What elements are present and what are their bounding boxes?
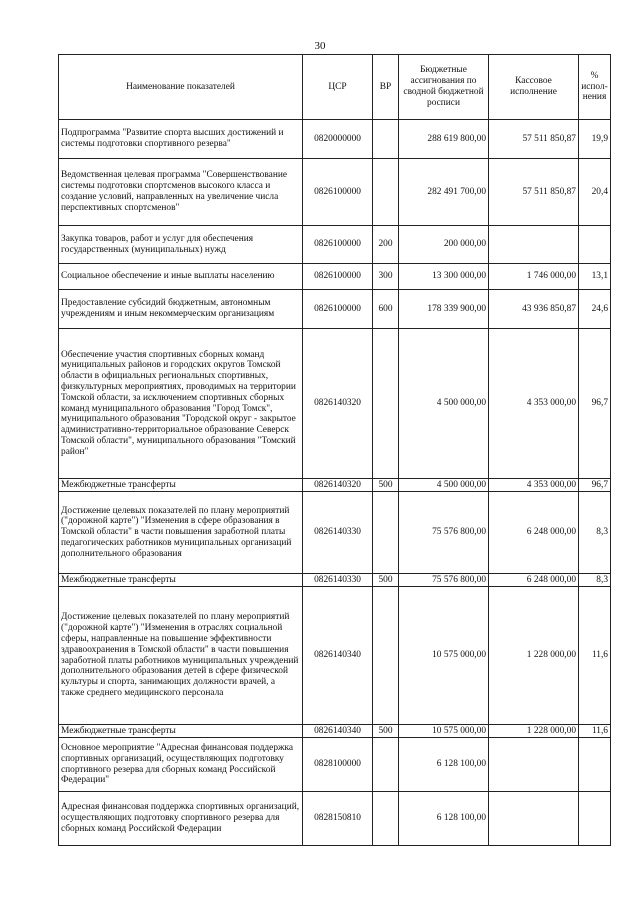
cell-percent: 8,3 [579,492,611,574]
cell-budget: 75 576 800,00 [399,574,489,587]
table-row [59,290,611,329]
cell-cash: 1 228 000,00 [489,725,579,738]
cell-csr: 0826100000 [303,264,373,290]
cell-csr: 0826140320 [303,329,373,479]
header-budget: Бюджетные ассигнования по сводной бюджетной росписи [399,55,489,120]
cell-name: Достижение целевых показателей по плану мероприятий ("дорожной карте") "Изменения в отраслях социальной сферы, направленные на повышение эффективности здравоохранения в Томской области" в части повышения заработной платы работников муниципальных учреждений дополнительного образования детей в сфере физической культуры и спорта, занимающих должности врачей, а также среднего медицинского персонала [59,587,303,725]
cell-budget: 178 339 900,00 [399,290,489,329]
cell-name: Обеспечение участия спортивных сборных команд муниципальных районов и городских округов Томской области в официальных региональных спортивных, физкультурных мероприятиях, проводимых на территории Томской области, за исключением спортивных сборных команд муниципального образования "Город Томск", муниципального образования "Городской округ - закрытое административно-территориальное образование Северск Томской области", муниципального образования "Томский район" [59,329,303,479]
cell-csr: 0820000000 [303,120,373,159]
cell-name: Подпрограмма "Развитие спорта высших достижений и системы подготовки спортивного резерва" [59,120,303,159]
header-percent: % испол-нения [579,55,611,120]
cell-cash [489,738,579,792]
cell-budget: 200 000,00 [399,226,489,264]
cell-name: Закупка товаров, работ и услуг для обеспечения государственных (муниципальных) нужд [59,226,303,264]
cell-csr: 0826140340 [303,725,373,738]
table-row [59,329,611,479]
cell-cash [489,792,579,846]
cell-vr: 500 [373,725,399,738]
cell-percent: 11,6 [579,587,611,725]
cell-percent [579,226,611,264]
cell-csr: 0826140330 [303,574,373,587]
cell-vr: 600 [373,290,399,329]
cell-budget: 10 575 000,00 [399,587,489,725]
cell-vr [373,792,399,846]
header-name: Наименование показателей [59,55,303,120]
cell-cash: 4 353 000,00 [489,329,579,479]
cell-budget: 6 128 100,00 [399,792,489,846]
header-vr: ВР [373,55,399,120]
table-row [59,587,611,725]
cell-percent: 13,1 [579,264,611,290]
cell-csr: 0826100000 [303,290,373,329]
table-row [59,264,611,290]
cell-vr [373,492,399,574]
cell-csr: 0828100000 [303,738,373,792]
cell-cash: 1 228 000,00 [489,587,579,725]
cell-vr [373,159,399,226]
cell-budget: 282 491 700,00 [399,159,489,226]
cell-cash: 4 353 000,00 [489,479,579,492]
cell-budget: 4 500 000,00 [399,479,489,492]
table-row [59,226,611,264]
cell-name: Социальное обеспечение и иные выплаты населению [59,264,303,290]
table-row [59,574,611,587]
cell-budget: 13 300 000,00 [399,264,489,290]
cell-name: Межбюджетные трансферты [59,479,303,492]
cell-percent: 20,4 [579,159,611,226]
table-row [59,159,611,226]
cell-percent: 19,9 [579,120,611,159]
cell-cash: 57 511 850,87 [489,159,579,226]
header-csr: ЦСР [303,55,373,120]
cell-percent [579,792,611,846]
table-row [59,492,611,574]
cell-vr: 200 [373,226,399,264]
cell-name: Достижение целевых показателей по плану мероприятий ("дорожной карте") "Изменения в сфере образования в Томской области" в части повышения заработной платы педагогических работников муниципальных организаций дополнительного образования [59,492,303,574]
cell-csr: 0826140340 [303,587,373,725]
cell-percent: 24,6 [579,290,611,329]
cell-budget: 6 128 100,00 [399,738,489,792]
cell-budget: 288 619 800,00 [399,120,489,159]
cell-budget: 4 500 000,00 [399,329,489,479]
table-row [59,120,611,159]
cell-name: Межбюджетные трансферты [59,725,303,738]
cell-vr [373,587,399,725]
cell-cash: 57 511 850,87 [489,120,579,159]
cell-percent: 8,3 [579,574,611,587]
cell-vr: 500 [373,479,399,492]
cell-cash: 6 248 000,00 [489,492,579,574]
cell-percent: 11,6 [579,725,611,738]
table-row [59,792,611,846]
cell-vr [373,120,399,159]
table-row [59,738,611,792]
cell-percent: 96,7 [579,479,611,492]
cell-name: Предоставление субсидий бюджетным, автономным учреждениям и иным некоммерческим организациям [59,290,303,329]
cell-name: Межбюджетные трансферты [59,574,303,587]
cell-percent: 96,7 [579,329,611,479]
cell-vr: 500 [373,574,399,587]
cell-cash: 43 936 850,87 [489,290,579,329]
table-header-row [59,55,611,120]
cell-cash: 6 248 000,00 [489,574,579,587]
budget-table [58,54,611,846]
cell-cash: 1 746 000,00 [489,264,579,290]
cell-budget: 75 576 800,00 [399,492,489,574]
cell-vr: 300 [373,264,399,290]
cell-vr [373,329,399,479]
cell-csr: 0826100000 [303,226,373,264]
page-number: 30 [314,40,326,52]
cell-vr [373,738,399,792]
header-cash: Кассовое исполнение [489,55,579,120]
table-row [59,725,611,738]
table-row [59,479,611,492]
cell-percent [579,738,611,792]
cell-name: Ведомственная целевая программа "Совершенствование системы подготовки спортсменов высокого класса и создание условий, направленных на увеличение числа перспективных спортсменов" [59,159,303,226]
cell-csr: 0826140330 [303,492,373,574]
cell-budget: 10 575 000,00 [399,725,489,738]
cell-cash [489,226,579,264]
cell-csr: 0828150810 [303,792,373,846]
cell-name: Основное мероприятие "Адресная финансовая поддержка спортивных организаций, осуществляющих подготовку спортивного резерва для сборных команд Российской Федерации" [59,738,303,792]
cell-name: Адресная финансовая поддержка спортивных организаций, осуществляющих подготовку спортивного резерва для сборных команд Российской Федерации [59,792,303,846]
cell-csr: 0826140320 [303,479,373,492]
cell-csr: 0826100000 [303,159,373,226]
